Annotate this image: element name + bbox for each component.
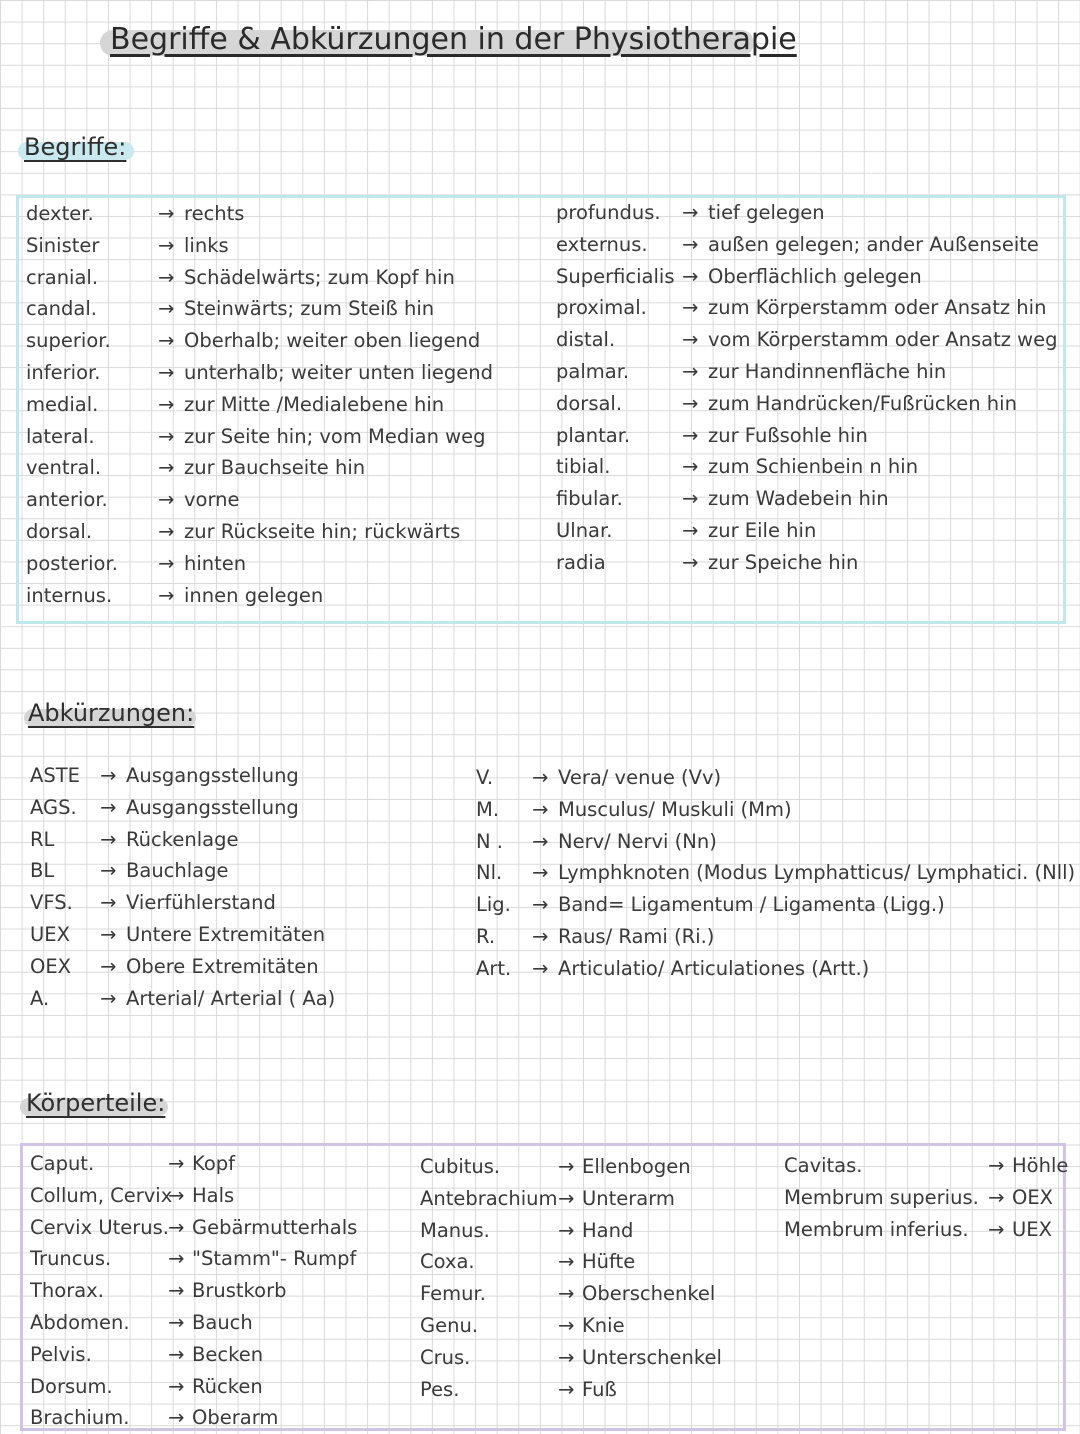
arrow-right-icon: → xyxy=(100,795,117,819)
arrow-right-icon: → xyxy=(682,359,699,383)
term-label: proximal. xyxy=(556,296,647,320)
list-item xyxy=(556,229,1056,261)
list-item xyxy=(476,826,1076,858)
list-item xyxy=(26,484,526,516)
list-item xyxy=(30,919,450,951)
definition-label: OEX xyxy=(1012,1185,1054,1209)
arrow-right-icon: → xyxy=(158,456,175,480)
list-item xyxy=(30,983,450,1015)
abkuerzungen-right-list xyxy=(476,762,1076,985)
term-label: candal. xyxy=(26,297,97,321)
abkuerzungen-heading: Abkürzungen: xyxy=(28,699,195,727)
list-item xyxy=(556,388,1056,420)
definition-label: Oberarm xyxy=(192,1406,279,1430)
list-item xyxy=(556,356,1056,388)
definition-label: Rücken xyxy=(192,1374,263,1398)
definition-label: Unterschenkel xyxy=(582,1345,722,1369)
arrow-right-icon: → xyxy=(558,1313,575,1337)
arrow-right-icon: → xyxy=(988,1217,1005,1241)
koerperteile-col3-list xyxy=(784,1150,1074,1245)
definition-label: tief gelegen xyxy=(708,201,825,224)
definition-label: Oberschenkel xyxy=(582,1282,716,1306)
list-item xyxy=(476,794,1076,826)
arrow-right-icon: → xyxy=(682,423,699,447)
arrow-right-icon: → xyxy=(532,924,549,948)
list-item xyxy=(26,357,526,389)
list-item xyxy=(420,1183,780,1215)
term-label: anterior. xyxy=(26,488,108,512)
term-label: externus. xyxy=(556,232,648,256)
arrow-right-icon: → xyxy=(558,1250,575,1274)
definition-label: Vierfühlerstand xyxy=(126,891,276,915)
arrow-right-icon: → xyxy=(100,954,117,978)
arrow-right-icon: → xyxy=(532,766,549,789)
term-label: Membrum superius. xyxy=(784,1185,979,1209)
list-item xyxy=(30,1339,390,1371)
list-item xyxy=(420,1278,780,1310)
term-label: Ulnar. xyxy=(556,518,613,542)
arrow-right-icon: → xyxy=(158,360,175,384)
term-label: VFS. xyxy=(30,891,73,915)
term-label: Cervix Uterus. xyxy=(30,1215,169,1239)
list-item xyxy=(26,325,526,357)
definition-label: unterhalb; weiter unten liegend xyxy=(184,360,493,384)
list-item xyxy=(26,230,526,262)
term-label: Brachium. xyxy=(30,1406,130,1430)
arrow-right-icon: → xyxy=(168,1279,185,1303)
term-label: RL xyxy=(30,827,55,851)
arrow-right-icon: → xyxy=(682,391,699,415)
list-item xyxy=(26,198,526,230)
arrow-right-icon: → xyxy=(558,1377,575,1401)
koerperteile-col1-list xyxy=(30,1148,390,1434)
list-item xyxy=(30,1243,390,1275)
arrow-right-icon: → xyxy=(682,232,699,256)
definition-label: zum Schienbein n hin xyxy=(708,455,919,479)
list-item xyxy=(30,1212,390,1244)
definition-label: Höhle xyxy=(1012,1154,1069,1177)
arrow-right-icon: → xyxy=(682,550,699,574)
definition-label: Brustkorb xyxy=(192,1279,287,1303)
list-item xyxy=(556,420,1056,452)
list-item xyxy=(556,547,1056,579)
definition-label: Oberhalb; weiter oben liegend xyxy=(184,329,481,353)
abkuerzungen-left-list xyxy=(30,760,450,1014)
definition-label: zur Speiche hin xyxy=(708,550,859,574)
list-item xyxy=(30,855,450,887)
list-item xyxy=(26,293,526,325)
term-label: Crus. xyxy=(420,1345,471,1369)
definition-label: Kopf xyxy=(192,1152,235,1175)
term-label: profundus. xyxy=(556,201,661,224)
arrow-right-icon: → xyxy=(158,265,175,289)
term-label: Caput. xyxy=(30,1152,95,1175)
arrow-right-icon: → xyxy=(168,1374,185,1398)
list-item xyxy=(30,792,450,824)
list-item xyxy=(556,197,1056,229)
term-label: dexter. xyxy=(26,202,94,225)
definition-label: Gebärmutterhals xyxy=(192,1215,358,1239)
arrow-right-icon: → xyxy=(168,1183,185,1207)
definition-label: links xyxy=(184,233,229,257)
definition-label: Raus/ Rami (Ri.) xyxy=(558,924,715,948)
definition-label: Oberflächlich gelegen xyxy=(708,264,922,288)
term-label: Lig. xyxy=(476,893,511,917)
definition-label: Band= Ligamentum / Ligamenta (Ligg.) xyxy=(558,893,945,917)
arrow-right-icon: → xyxy=(100,827,117,851)
term-label: Collum, Cervix xyxy=(30,1183,173,1207)
definition-label: zur Eile hin xyxy=(708,518,817,542)
koerperteile-heading: Körperteile: xyxy=(26,1089,166,1117)
term-label: Thorax. xyxy=(30,1279,104,1303)
term-label: radia xyxy=(556,550,606,574)
term-label: internus. xyxy=(26,583,113,607)
term-label: Nl. xyxy=(476,861,503,885)
begriffe-left-list xyxy=(26,198,526,611)
arrow-right-icon: → xyxy=(682,328,699,352)
definition-label: Musculus/ Muskuli (Mm) xyxy=(558,797,792,821)
term-label: tibial. xyxy=(556,455,611,479)
arrow-right-icon: → xyxy=(158,392,175,416)
term-label: Pes. xyxy=(420,1377,460,1401)
term-label: Femur. xyxy=(420,1282,486,1306)
list-item xyxy=(26,389,526,421)
definition-label: vorne xyxy=(184,488,240,512)
arrow-right-icon: → xyxy=(168,1152,185,1175)
definition-label: Unterarm xyxy=(582,1186,675,1210)
arrow-right-icon: → xyxy=(532,797,549,821)
arrow-right-icon: → xyxy=(158,519,175,543)
list-item xyxy=(476,953,1076,985)
definition-label: zur Fußsohle hin xyxy=(708,423,868,447)
term-label: Sinister xyxy=(26,233,100,257)
definition-label: Bauch xyxy=(192,1310,253,1334)
definition-label: Hals xyxy=(192,1183,235,1207)
list-item xyxy=(476,857,1076,889)
term-label: plantar. xyxy=(556,423,631,447)
definition-label: Lymphknoten (Modus Lymphatticus/ Lymphatici. (Nll) xyxy=(558,861,1076,885)
term-label: dorsal. xyxy=(26,519,93,543)
term-label: Membrum inferius. xyxy=(784,1217,969,1241)
list-item xyxy=(26,548,526,580)
term-label: posterior. xyxy=(26,551,118,575)
arrow-right-icon: → xyxy=(682,201,699,224)
arrow-right-icon: → xyxy=(100,891,117,915)
arrow-right-icon: → xyxy=(158,329,175,353)
definition-label: UEX xyxy=(1012,1217,1052,1241)
definition-label: Hand xyxy=(582,1218,634,1242)
arrow-right-icon: → xyxy=(532,861,549,885)
definition-label: innen gelegen xyxy=(184,583,324,607)
list-item xyxy=(30,760,450,792)
arrow-right-icon: → xyxy=(532,956,549,980)
term-label: BL xyxy=(30,859,55,883)
list-item xyxy=(30,951,450,983)
term-label: Cubitus. xyxy=(420,1155,501,1178)
term-label: distal. xyxy=(556,328,616,352)
term-label: A. xyxy=(30,986,50,1010)
definition-label: Schädelwärts; zum Kopf hin xyxy=(184,265,455,289)
arrow-right-icon: → xyxy=(100,859,117,883)
begriffe-right-list xyxy=(556,197,1056,579)
definition-label: Ausgangsstellung xyxy=(126,764,299,787)
list-item xyxy=(30,1307,390,1339)
list-item xyxy=(784,1214,1074,1246)
term-label: R. xyxy=(476,924,496,948)
definition-label: Becken xyxy=(192,1342,264,1366)
list-item xyxy=(26,452,526,484)
term-label: N . xyxy=(476,829,503,853)
term-label: Dorsum. xyxy=(30,1374,113,1398)
arrow-right-icon: → xyxy=(168,1215,185,1239)
term-label: medial. xyxy=(26,392,99,416)
arrow-right-icon: → xyxy=(988,1154,1005,1177)
begriffe-heading: Begriffe: xyxy=(24,133,127,161)
term-label: Truncus. xyxy=(30,1247,112,1271)
arrow-right-icon: → xyxy=(558,1345,575,1369)
arrow-right-icon: → xyxy=(558,1155,575,1178)
definition-label: Articulatio/ Articulationes (Artt.) xyxy=(558,956,870,980)
definition-label: Steinwärts; zum Steiß hin xyxy=(184,297,435,321)
list-item xyxy=(476,889,1076,921)
definition-label: zur Bauchseite hin xyxy=(184,456,366,480)
list-item xyxy=(30,1402,390,1434)
term-label: Genu. xyxy=(420,1313,479,1337)
term-label: fibular. xyxy=(556,487,623,511)
arrow-right-icon: → xyxy=(682,455,699,479)
arrow-right-icon: → xyxy=(682,487,699,511)
list-item xyxy=(26,421,526,453)
list-item xyxy=(556,483,1056,515)
arrow-right-icon: → xyxy=(532,829,549,853)
definition-label: rechts xyxy=(184,202,245,225)
term-label: AGS. xyxy=(30,795,77,819)
term-label: Cavitas. xyxy=(784,1154,863,1177)
definition-label: zur Seite hin; vom Median weg xyxy=(184,424,486,448)
arrow-right-icon: → xyxy=(988,1185,1005,1209)
list-item xyxy=(556,515,1056,547)
koerperteile-col2-list xyxy=(420,1151,780,1405)
list-item xyxy=(30,1275,390,1307)
definition-label: Knie xyxy=(582,1313,625,1337)
arrow-right-icon: → xyxy=(168,1406,185,1430)
arrow-right-icon: → xyxy=(158,297,175,321)
arrow-right-icon: → xyxy=(682,296,699,320)
list-item xyxy=(30,1148,390,1180)
term-label: superior. xyxy=(26,329,111,353)
list-item xyxy=(476,921,1076,953)
page-title: Begriffe & Abkürzungen in der Physiotherapie xyxy=(110,22,797,57)
term-label: OEX xyxy=(30,954,72,978)
term-label: inferior. xyxy=(26,360,101,384)
definition-label: zur Rückseite hin; rückwärts xyxy=(184,519,461,543)
arrow-right-icon: → xyxy=(158,233,175,257)
term-label: V. xyxy=(476,766,494,789)
term-label: ventral. xyxy=(26,456,102,480)
definition-label: Ausgangsstellung xyxy=(126,795,299,819)
list-item xyxy=(30,1180,390,1212)
definition-label: Arterial/ Arterial ( Aa) xyxy=(126,986,336,1010)
list-item xyxy=(784,1150,1074,1182)
term-label: Antebrachium xyxy=(420,1186,558,1210)
term-label: palmar. xyxy=(556,359,630,383)
definition-label: Ellenbogen xyxy=(582,1155,691,1178)
definition-label: zur Mitte /Medialebene hin xyxy=(184,392,445,416)
list-item xyxy=(26,262,526,294)
definition-label: Bauchlage xyxy=(126,859,229,883)
definition-label: Fuß xyxy=(582,1377,617,1401)
definition-label: Hüfte xyxy=(582,1250,636,1274)
list-item xyxy=(556,292,1056,324)
term-label: lateral. xyxy=(26,424,95,448)
arrow-right-icon: → xyxy=(100,764,117,787)
definition-label: Obere Extremitäten xyxy=(126,954,319,978)
term-label: Coxa. xyxy=(420,1250,475,1274)
definition-label: zum Handrücken/Fußrücken hin xyxy=(708,391,1017,415)
arrow-right-icon: → xyxy=(168,1342,185,1366)
term-label: ASTE xyxy=(30,764,80,787)
arrow-right-icon: → xyxy=(532,893,549,917)
arrow-right-icon: → xyxy=(158,583,175,607)
arrow-right-icon: → xyxy=(558,1282,575,1306)
list-item xyxy=(30,1371,390,1403)
list-item xyxy=(26,580,526,612)
definition-label: außen gelegen; ander Außenseite xyxy=(708,232,1039,256)
list-item xyxy=(30,824,450,856)
definition-label: zum Wadebein hin xyxy=(708,487,889,511)
arrow-right-icon: → xyxy=(168,1247,185,1271)
list-item xyxy=(420,1215,780,1247)
definition-label: Rückenlage xyxy=(126,827,239,851)
arrow-right-icon: → xyxy=(158,488,175,512)
term-label: M. xyxy=(476,797,500,821)
list-item xyxy=(556,261,1056,293)
list-item xyxy=(420,1246,780,1278)
term-label: Superficialis xyxy=(556,264,675,288)
definition-label: hinten xyxy=(184,551,247,575)
list-item xyxy=(420,1342,780,1374)
list-item xyxy=(556,324,1056,356)
arrow-right-icon: → xyxy=(558,1186,575,1210)
list-item xyxy=(476,762,1076,794)
definition-label: zum Körperstamm oder Ansatz hin xyxy=(708,296,1047,320)
arrow-right-icon: → xyxy=(100,922,117,946)
list-item xyxy=(420,1310,780,1342)
arrow-right-icon: → xyxy=(158,424,175,448)
term-label: Abdomen. xyxy=(30,1310,130,1334)
arrow-right-icon: → xyxy=(682,518,699,542)
definition-label: Untere Extremitäten xyxy=(126,922,326,946)
term-label: dorsal. xyxy=(556,391,623,415)
term-label: Pelvis. xyxy=(30,1342,92,1366)
definition-label: "Stamm"- Rumpf xyxy=(192,1247,357,1271)
arrow-right-icon: → xyxy=(682,264,699,288)
list-item xyxy=(420,1151,780,1183)
list-item xyxy=(420,1374,780,1406)
term-label: Manus. xyxy=(420,1218,490,1242)
arrow-right-icon: → xyxy=(100,986,117,1010)
term-label: Art. xyxy=(476,956,512,980)
list-item xyxy=(30,887,450,919)
arrow-right-icon: → xyxy=(158,551,175,575)
list-item xyxy=(556,451,1056,483)
definition-label: Nerv/ Nervi (Nn) xyxy=(558,829,717,853)
arrow-right-icon: → xyxy=(168,1310,185,1334)
term-label: cranial. xyxy=(26,265,99,289)
definition-label: Vera/ venue (Vv) xyxy=(558,766,722,789)
list-item xyxy=(784,1182,1074,1214)
list-item xyxy=(26,516,526,548)
definition-label: vom Körperstamm oder Ansatz weg xyxy=(708,328,1058,352)
term-label: UEX xyxy=(30,922,70,946)
definition-label: zur Handinnenfläche hin xyxy=(708,359,947,383)
arrow-right-icon: → xyxy=(158,202,175,225)
arrow-right-icon: → xyxy=(558,1218,575,1242)
